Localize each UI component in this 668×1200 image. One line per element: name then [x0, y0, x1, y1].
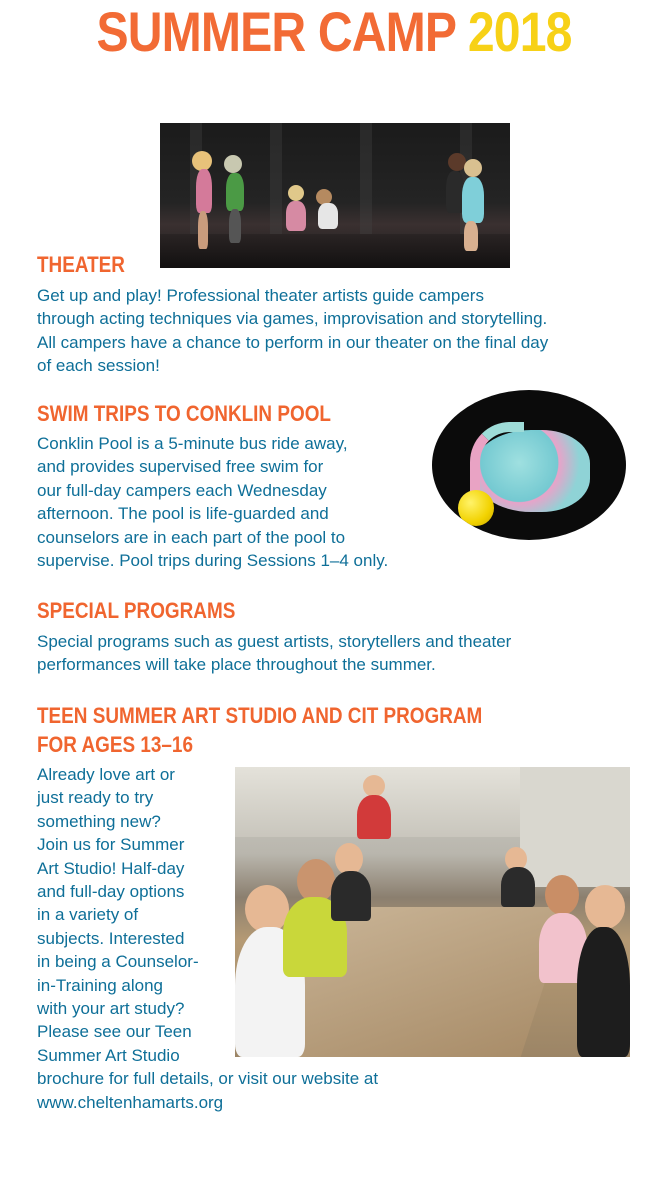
teen-line: just ready to try	[37, 788, 154, 808]
teen-heading-line2: FOR AGES 13–16	[37, 732, 193, 757]
teen-line: Summer Art Studio	[37, 1045, 180, 1065]
teen-line: and full-day options	[37, 882, 185, 902]
teen-line: Join us for Summer	[37, 835, 185, 855]
teen-line: Already love art or	[37, 765, 175, 784]
title-year: 2018	[467, 0, 572, 63]
teen-line: brochure for full details, or visit our website at	[37, 1069, 379, 1089]
swim-line: supervise. Pool trips during Sessions 1–4 only.	[37, 551, 389, 571]
theater-line: of each session!	[37, 356, 160, 376]
anglerfish-sculpture-photo	[432, 390, 626, 540]
teen-line: subjects. Interested	[37, 928, 185, 948]
teen-line: Art Studio! Half-day	[37, 858, 185, 878]
swim-heading: SWIM TRIPS TO CONKLIN POOL	[37, 401, 331, 426]
teen-line: something new?	[37, 811, 161, 831]
theater-line: Get up and play! Professional theater artists guide campers	[37, 286, 484, 305]
teen-line: with your art study?	[37, 999, 185, 1019]
theater-heading: THEATER	[37, 252, 125, 277]
special-line: performances will take place throughout the summer.	[37, 655, 436, 675]
special-body	[37, 630, 511, 677]
teen-line: in being a Counselor-	[37, 952, 199, 972]
theater-line: through acting techniques via games, improvisation and storytelling.	[37, 309, 548, 329]
teen-line: Please see our Teen	[37, 1022, 192, 1042]
teen-heading-line1: TEEN SUMMER ART STUDIO AND CIT PROGRAM	[37, 703, 483, 728]
swim-line: and provides supervised free swim for	[37, 457, 324, 477]
swim-line: counselors are in each part of the pool to	[37, 527, 346, 547]
website-link[interactable]: www.cheltenhamarts.org	[37, 1092, 224, 1112]
special-heading: SPECIAL PROGRAMS	[37, 598, 236, 623]
swim-body	[37, 432, 388, 572]
theater-line: All campers have a chance to perform in our theater on the final day	[37, 332, 549, 352]
swim-line: Conklin Pool is a 5-minute bus ride away,	[37, 434, 348, 453]
teen-line: in a variety of	[37, 905, 139, 925]
theater-photo	[160, 123, 510, 268]
title-summer-camp: SUMMER CAMP	[96, 0, 456, 63]
teen-line: in-Training along	[37, 975, 163, 995]
art-studio-photo	[235, 767, 630, 1057]
page-title	[47, 2, 621, 62]
swim-line: afternoon. The pool is life-guarded and	[37, 504, 329, 524]
special-line: Special programs such as guest artists, storytellers and theater	[37, 632, 512, 651]
swim-line: our full-day campers each Wednesday	[37, 480, 327, 500]
theater-body	[37, 284, 548, 378]
